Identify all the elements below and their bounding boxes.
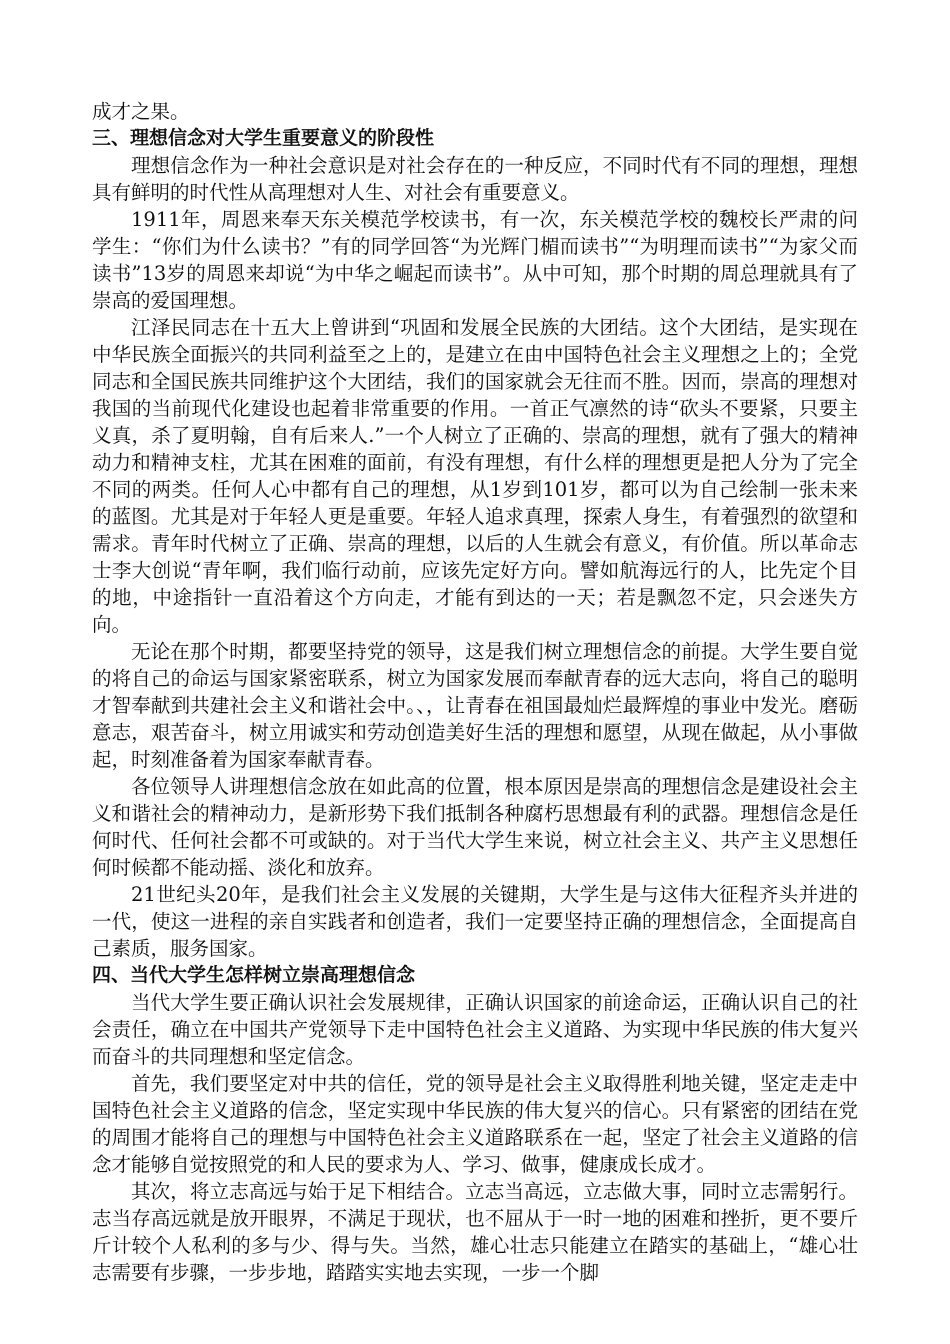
paragraph: 理想信念作为一种社会意识是对社会存在的一种反应，不同时代有不同的理想，理想具有鲜明的时代性从高理想对人生、对社会有重要意义。 (92, 154, 858, 204)
paragraph: 无论在那个时期，都要坚持党的领导，这是我们树立理想信念的前提。大学生要自觉的将自己的命运与国家紧密联系，树立为国家发展而奉献青春的远大志向，将自己的聪明才智奉献到共建社会主义和谐社会中。、，让青春在祖国最灿烂最辉煌的事业中发光。磨砺意志，艰苦奋斗，树立用诚实和劳动创造美好生活的理想和愿望，从现在做起，从小事做起，时刻准备着为国家奉献青春。 (92, 640, 858, 771)
paragraph: 当代大学生要正确认识社会发展规律，正确认识国家的前途命运，正确认识自己的社会责任，确立在中国共产党领导下走中国特色社会主义道路、为实现中华民族的伟大复兴而奋斗的共同理想和坚定信念。 (92, 991, 858, 1068)
section-heading: 三、理想信念对大学生重要意义的阶段性 (92, 127, 435, 149)
paragraph: 首先，我们要坚定对中共的信任，党的领导是社会主义取得胜利地关键，坚定走走中国特色社会主义道路的信念，坚定实现中华民族的伟大复兴的信心。只有紧密的团结在党的周围才能将自己的理想与中国特色社会主义道路联系在一起，坚定了社会主义道路的信念才能够自觉按照党的和人民的要求为人、学习、做事，健康成长成才。 (92, 1072, 858, 1176)
paragraph: 其次，将立志高远与始于足下相结合。立志当高远，立志做大事，同时立志需躬行。志当存高远就是放开眼界，不满足于现状，也不屈从于一时一地的困难和挫折，更不要斤斤计较个人私利的多与少、得与失。当然，雄心壮志只能建立在踏实的基础上，“雄心壮志需要有步骤，一步步地，踏踏实实地去实现，一步一个脚 (92, 1180, 858, 1284)
document-page (92, 98, 858, 1286)
paragraph: 江泽民同志在十五大上曾讲到“巩固和发展全民族的大团结。这个大团结，是实现在中华民族全面振兴的共同利益至之上的，是建立在由中国特色社会主义理想之上的；全党同志和全国民族共同维护这个大团结，我们的国家就会无往而不胜。因而，崇高的理想对我国的当前现代化建设也起着非常重要的作用。一首正气凛然的诗“砍头不要紧，只要主义真，杀了夏明翰，自有后来人.”一个人树立了正确的、崇高的理想，就有了强大的精神动力和精神支柱，尤其在困难的面前，有没有理想，有什么样的理想更是把人分为了完全不同的两类。任何人心中都有自己的理想，从1岁到101岁，都可以为自己绘制一张未来的蓝图。尤其是对于年轻人更是重要。年轻人追求真理，探索人身生，有着强烈的欲望和需求。青年时代树立了正确、崇高的理想，以后的人生就会有意义，有价值。所以革命志士李大创说“青年啊，我们临行动前，应该先定好方向。譬如航海远行的人，比先定个目的地，中途指针一直沿着这个方向走，才能有到达的一天；若是飘忽不定，只会迷失方向。 (92, 316, 858, 636)
paragraph: 1911年，周恩来奉天东关模范学校读书，有一次，东关模范学校的魏校长严肃的问学生：“你们为什么读书？”有的同学回答“为光辉门楣而读书”“为明理而读书”“为家父而读书”13岁的周恩来却说“为中华之崛起而读书”。从中可知，那个时期的周总理就具有了崇高的爱国理想。 (92, 208, 858, 312)
paragraph: 成才之果。 (92, 100, 190, 123)
paragraph: 各位领导人讲理想信念放在如此高的位置，根本原因是崇高的理想信念是建设社会主义和谐社会的精神动力，是新形势下我们抵制各种腐朽思想最有利的武器。理想信念是任何时代、任何社会都不可或缺的。对于当代大学生来说，树立社会主义、共产主义思想任何时候都不能动摇、淡化和放弃。 (92, 775, 858, 879)
section-heading: 四、当代大学生怎样树立崇高理想信念 (92, 964, 416, 986)
paragraph: 21世纪头20年，是我们社会主义发展的关键期，大学生是与这伟大征程齐头并进的一代，使这一进程的亲自实践者和创造者，我们一定要坚持正确的理想信念，全面提高自己素质，服务国家。 (92, 883, 858, 960)
